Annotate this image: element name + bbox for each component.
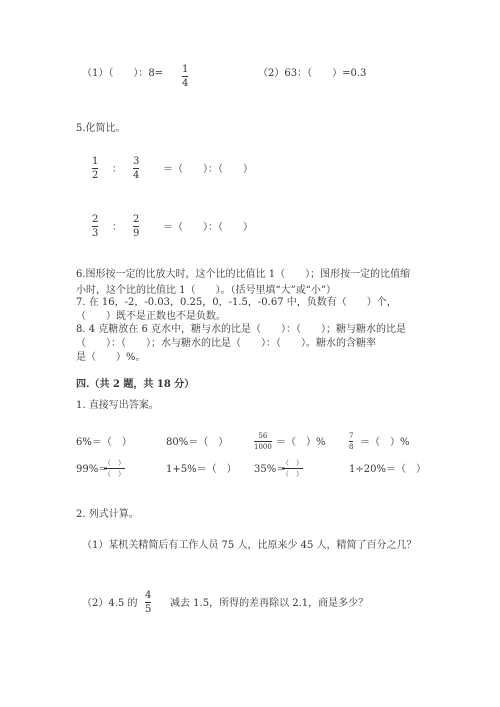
section-4-q2-title: 2. 列式计算。 xyxy=(76,509,139,520)
numerator: 1 xyxy=(92,156,99,167)
denominator: 3 xyxy=(92,228,99,239)
fraction-bar xyxy=(92,168,98,169)
question-8-line-2: （ ）：（ ）；水与糖水的比是（ ）：（ ）。糖水的含糖率 xyxy=(76,338,376,349)
ratio-problem-1: （1）（ ）：8= xyxy=(82,68,164,79)
numerator: 2 xyxy=(92,214,99,225)
fraction-bar xyxy=(104,468,125,469)
fraction-56-1000 xyxy=(254,432,272,451)
numerator: 2 xyxy=(133,214,140,225)
fraction-bar xyxy=(254,441,272,442)
fraction-bar xyxy=(145,602,151,603)
question-7-line-2: （ ）既不是正数也不是负数。 xyxy=(76,311,226,322)
calc-item-5-lead: 99%＝ xyxy=(76,464,109,475)
calc-item-3-tail: ＝（ ）% xyxy=(276,437,326,448)
fraction-r2-b xyxy=(133,214,139,239)
fraction-bar xyxy=(182,76,188,77)
fraction-one-quarter xyxy=(182,64,188,89)
denominator: 4 xyxy=(182,78,189,89)
denominator: 1000 xyxy=(254,443,272,451)
fraction-r1-b xyxy=(133,156,139,181)
question-5-title: 5.化简比。 xyxy=(76,123,126,134)
denominator: 2 xyxy=(92,170,99,181)
answer-blank: ＝（ ）：（ ） xyxy=(163,222,253,233)
calc-item-1: 6%＝（ ） xyxy=(76,437,132,448)
numerator: （ ） xyxy=(282,459,303,467)
answer-blank: ＝（ ）：（ ） xyxy=(163,164,253,175)
calc-item-6: 1+5%＝（ ） xyxy=(166,464,237,475)
colon: ： xyxy=(112,164,122,175)
fraction-r2-a xyxy=(92,214,98,239)
question-6-line-2: 小时，这个比的比值比 1（ ）。（括号里填“大”或“小”） xyxy=(76,285,336,296)
numerator: 3 xyxy=(133,156,140,167)
section-4-title: 四.（共 2 题，共 18 分） xyxy=(76,379,195,390)
fraction-four-fifths xyxy=(145,590,151,615)
colon: ： xyxy=(112,222,122,233)
fraction-7-8 xyxy=(349,432,353,451)
word-problem-2-tail: 减去 1.5，所得的差再除以 2.1，商是多少？ xyxy=(170,598,369,609)
calc-item-2: 80%＝（ ） xyxy=(166,437,229,448)
fraction-bar xyxy=(282,468,303,469)
denominator: （ ） xyxy=(282,470,303,478)
fraction-blank-35 xyxy=(282,459,303,478)
fraction-r1-a xyxy=(92,156,98,181)
numerator: 56 xyxy=(258,432,268,440)
denominator: 5 xyxy=(145,604,152,615)
question-8-line-1: 8. 4 克糖放在 6 克水中，糖与水的比是（ ）：（ ）；糖与糖水的比是 xyxy=(76,324,406,335)
denominator: 9 xyxy=(133,228,140,239)
fraction-blank-99 xyxy=(104,459,125,478)
question-6-line-1: 6.图形按一定的比放大时，这个比的比值比 1（ ）；图形按一定的比值缩 xyxy=(76,269,411,280)
fraction-bar xyxy=(349,441,353,442)
word-problem-1: （1）某机关精简后有工作人员 75 人，比原来少 45 人，精简了百分之几？ xyxy=(82,540,417,551)
denominator: 8 xyxy=(349,443,354,451)
denominator: （ ） xyxy=(104,470,125,478)
question-8-line-3: 是（ ）%。 xyxy=(76,352,146,363)
calc-item-8: 1÷20%＝（ ） xyxy=(349,464,426,475)
ratio-problem-2: （2）63：（ ）=0.3 xyxy=(258,68,367,79)
fraction-bar xyxy=(133,226,139,227)
denominator: 4 xyxy=(133,170,140,181)
section-4-q1-title: 1. 直接写出答案。 xyxy=(76,400,159,411)
numerator: 4 xyxy=(145,590,152,601)
calc-item-4-tail: ＝（ ）% xyxy=(360,437,410,448)
calc-item-7-lead: 35%＝ xyxy=(254,464,287,475)
fraction-bar xyxy=(133,168,139,169)
word-problem-2-lead: （2）4.5 的 xyxy=(82,598,138,609)
fraction-bar xyxy=(92,226,98,227)
numerator: 7 xyxy=(349,432,354,440)
numerator: （ ） xyxy=(104,459,125,467)
numerator: 1 xyxy=(182,64,189,75)
question-7-line-1: 7. 在 16，-2，-0.03，0.25，0，-1.5，-0.67 中，负数有（ ）个， xyxy=(76,297,397,308)
